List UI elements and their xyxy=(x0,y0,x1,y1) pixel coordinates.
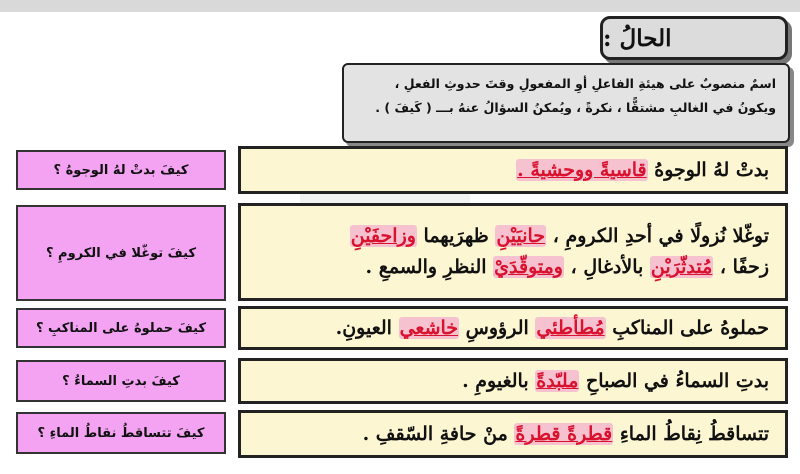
sentence-text: زحفًا ، xyxy=(713,256,769,278)
sentence-text: الرؤوسِ xyxy=(459,316,536,339)
question-box-5 xyxy=(16,412,226,454)
haal-highlight: مُتدثّرَيْنِ xyxy=(650,256,713,278)
haal-highlight: ومتوقّدَيْ xyxy=(494,256,563,278)
sentence-text: بالأدغالِ ، xyxy=(564,256,650,278)
question-box-1 xyxy=(16,150,226,190)
haal-highlight: مُطأطئي xyxy=(536,316,605,339)
sentence-text: العيونِ. xyxy=(335,316,399,339)
question-text: كيفَ حملوهُ على المناكبِ ؟ xyxy=(35,320,207,336)
definition-line-2: ويكونُ في الغالبِ مشتقًّا ، نكرةً ، ويُمكنُ السؤالُ عنهُ بـــ ( كَيفَ ) . xyxy=(375,100,776,115)
definition-box xyxy=(342,63,790,143)
question-text: كيفَ توغّلا في الكرومِ ؟ xyxy=(45,245,197,261)
top-bar xyxy=(0,0,800,12)
sentence-text: تتساقطُ نِقاطُ الماءِ xyxy=(613,422,769,445)
sentence-text: حملوهُ على المناكبِ xyxy=(605,316,769,339)
haal-highlight: حانيَيْنِ xyxy=(496,225,546,247)
sentence-line xyxy=(257,221,769,252)
sentence-box-4 xyxy=(238,358,788,404)
question-text: كيفَ بدتِ السماءُ ؟ xyxy=(62,373,180,389)
sentence-line xyxy=(257,155,769,186)
haal-highlight: خاشعي xyxy=(399,316,459,339)
question-box-4 xyxy=(16,360,226,402)
question-box-3 xyxy=(16,308,226,348)
sentence-box-3 xyxy=(238,306,788,350)
sentence-text: ظهرَيهما xyxy=(416,225,496,247)
question-text: كيفَ بدتْ لهُ الوجوهُ ؟ xyxy=(53,162,189,178)
question-text: كيفَ تتساقطُ نقاطُ الماءِ ؟ xyxy=(37,425,205,441)
sentence-line xyxy=(257,313,769,344)
sentence-text: بالغيومِ . xyxy=(462,369,536,392)
sentence-text: منْ حافةِ السّقفِ . xyxy=(362,422,515,445)
haal-highlight: ملبّدةً xyxy=(536,369,579,392)
sentence-box-1 xyxy=(238,146,788,194)
page-title: الحالُ : xyxy=(600,16,788,60)
sentence-text: بدتْ لهُ الوجوهُ xyxy=(647,158,769,181)
sentence-text: توغّلا نُزولًا في أحدِ الكرومِ ، xyxy=(546,225,769,247)
sentence-line xyxy=(257,252,769,283)
sentence-text: النظرِ والسمعِ . xyxy=(365,256,494,278)
sentence-line xyxy=(257,419,769,450)
haal-highlight: قاسيةً ووحشيةً . xyxy=(517,158,647,181)
question-box-2 xyxy=(16,205,226,301)
haal-highlight: قطرةً قطرةً xyxy=(515,422,613,445)
definition-line-1: اسمٌ منصوبٌ على هيئةِ الفاعلِ أوِ المفعولِ وقتَ حدوثِ الفعلِ ، xyxy=(394,76,776,91)
sentence-line xyxy=(257,366,769,397)
sentence-box-2 xyxy=(238,203,788,301)
haal-highlight: وزاحفَيْنِ xyxy=(350,225,416,247)
sentence-box-5 xyxy=(238,410,788,458)
sentence-text: بدتِ السماءُ في الصباحِ xyxy=(579,369,769,392)
